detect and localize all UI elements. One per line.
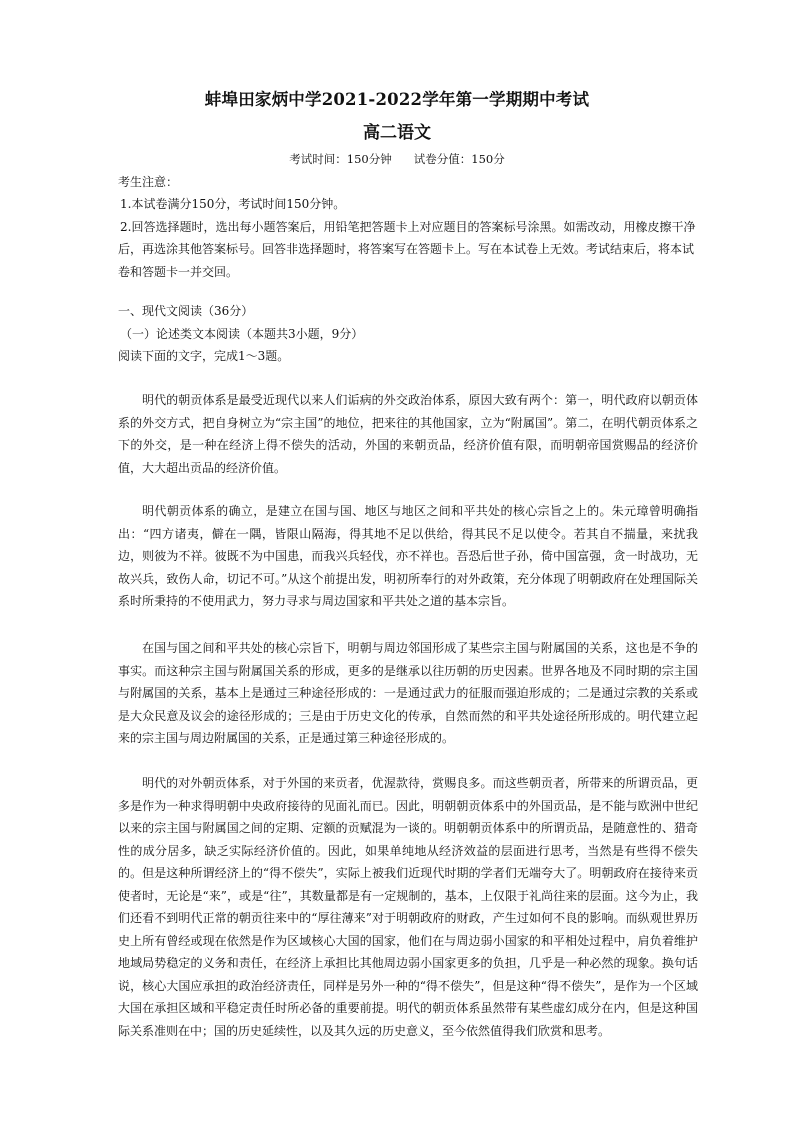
section-header [118, 300, 698, 368]
notice-list [118, 193, 698, 283]
exam-score: 试卷分值：150分 [413, 152, 505, 166]
exam-subject: 高二语文 [363, 123, 431, 143]
exam-info [0, 151, 794, 167]
exam-title: 蚌埠田家炳中学2021-2022学年第一学期期中考试 [204, 90, 590, 109]
notice-title: 考生注意： [118, 175, 179, 189]
article-paragraph: 明代的朝贡体系是最受近现代以来人们诟病的外交政治体系，原因大致有两个：第一，明代政府以朝贡体系的外交方式，把自身树立为“宗主国”的地位，把来往的其他国家，立为“附属国”。第二，在明代朝贡体系之下的外交，是一种在经济上得不偿失的活动，外国的来朝贡品，经济价值有限，而明朝帝国赏赐品的经济价值，大大超出贡品的经济价值。 [118, 393, 698, 475]
article-paragraph: 明代的对外朝贡体系，对于外国的来贡者，优渥款待，赏赐良多。而这些朝贡者，所带来的所谓贡品，更多是作为一种求得明朝中央政府接待的见面礼而已。因此，明朝朝贡体系中的外国贡品，是不能与欧洲中世纪以来的宗主国与附属国之间的定期、定额的贡赋混为一谈的。明朝朝贡体系中的所谓贡品，是随意性的、猎奇性的成分居多，缺乏实际经济价值的。因此，如果单纯地从经济效益的层面进行思考，当然是有些得不偿失的。但是这种所谓经济上的“得不偿失”，实际上被我们近现代时期的学者们无端夸大了。明朝政府在接待来贡使者时，无论是“来”，或是“往”，其数量都是有一定规制的，基本，上仅限于礼尚往来的层面。这今为止，我们还看不到明代正常的朝贡往来中的“厚往薄来”对于明朝政府的财政，产生过如何不良的影响。而纵观世界历史上所有曾经或现在依然是作为区域核心大国的国家，他们在与周边弱小国家的和平相处过程中，肩负着维护地域局势稳定的义务和责任，在经济上承担比其他周边弱小国家更多的负担，几乎是一种必然的现象。换句话说，核心大国应承担的政治经济责任，同样是另外一种的“得不偿失”，但是这种“得不偿失”，是作为一个区域大国在承担区域和平稳定责任时所必备的重要前提。明代的朝贡体系虽然带有某些虚幻成分在内，但是这种国际关系准则在中；国的历史延续性，以及其久远的历史意义，至今依然值得我们欣赏和思考。 [118, 776, 698, 1038]
section-heading: 一、现代文阅读（36分） [118, 304, 254, 318]
notice-item: 2.回答选择题时，选出每小题答案后，用铅笔把答题卡上对应题目的答案标号涂黑。如需改动，用橡皮擦干净后，再选涂其他答案标号。回答非选择题时，将答案写在答题卡上。写在本试卷上无效。考试结束后，将本试卷和答题卡一并交回。 [118, 219, 696, 279]
exam-time: 考试时间：150分钟 [289, 152, 392, 166]
notice-item: 1.本试卷满分150分，考试时间150分钟。 [120, 197, 346, 211]
article-paragraph: 明代朝贡体系的确立，是建立在国与国、地区与地区之间和平共处的核心宗旨之上的。朱元璋曾明确指出：“四方诸夷，僻在一隅，皆限山隔海，得其地不足以供给，得其民不足以使令。若其自不揣量，来扰我边，则彼为不祥。彼既不为中国患，而我兴兵轻伐，亦不祥也。吾恐后世子孙，倚中国富强，贪一时战功，无故兴兵，致伤人命，切记不可。”从这个前提出发，明初所奉行的对外政策，充分体现了明朝政府在处理国际关系时所秉持的不使用武力，努力寻求与周边国家和平共处之道的基本宗旨。 [118, 504, 698, 608]
article-paragraph: 在国与国之间和平共处的核心宗旨下，明朝与周边邻国形成了某些宗主国与附属国的关系，这也是不争的事实。而这种宗主国与附属国关系的形成，更多的是继承以往历朝的历史因素。世界各地及不同时期的宗主国与附属国的关系，基本上是通过三种途径形成的：一是通过武力的征服而强迫形成的；二是通过宗教的关系或是大众民意及议会的途径形成的；三是由于历史文化的传承，自然而然的和平共处途径所形成的。明代建立起来的宗主国与周边附属国的关系，正是通过第三种途径形成的。 [118, 641, 698, 745]
section-instruction: 阅读下面的文字，完成1～3题。 [118, 349, 290, 363]
section-subheading: （一）论述类文本阅读（本题共3小题，9分） [120, 326, 364, 341]
